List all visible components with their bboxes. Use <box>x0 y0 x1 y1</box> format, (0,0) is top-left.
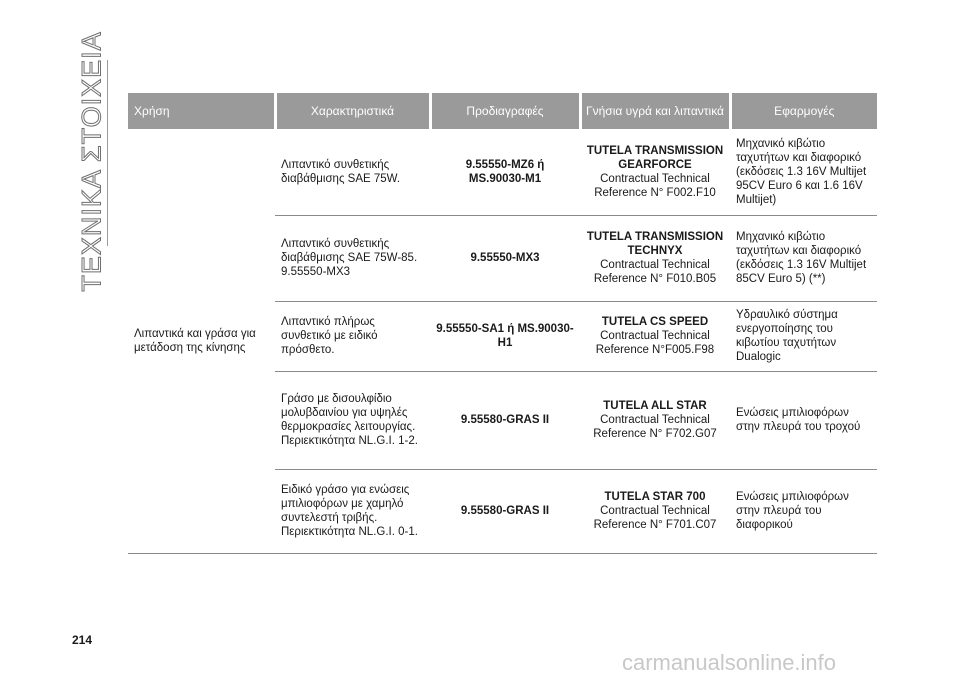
fluid-reference: Contractual Technical Reference N° F002.F10 <box>594 172 716 199</box>
application-cell: Ενώσεις μπιλιοφόρων στην πλευρά του τροχού <box>730 371 877 469</box>
header-usage: Χρήση <box>128 93 275 129</box>
characteristics-cell: Λιπαντικό πλήρως συνθετικό με ειδικό πρόσθετο. <box>275 301 430 371</box>
fluid-name: TUTELA TRANSMISSION TECHNYX <box>586 231 724 257</box>
application-cell: Ενώσεις μπιλιοφόρων στην πλευρά του διαφορικού <box>730 469 877 553</box>
fluid-reference: Contractual Technical Reference N° F701.C07 <box>593 505 717 531</box>
specification-cell: 9.55550-SA1 ή MS.90030-H1 <box>430 301 580 371</box>
lubricants-table <box>128 93 877 554</box>
header-characteristics: Χαρακτηριστικά <box>275 93 430 129</box>
header-specifications: Προδιαγραφές <box>430 93 580 129</box>
application-cell: Μηχανικό κιβώτιο ταχυτήτων και διαφορικό (εκδόσεις 1.3 16V Multijet 85CV Euro 5) (**) <box>730 215 877 301</box>
fluid-name: TUTELA TRANSMISSION GEARFORCE <box>586 144 724 171</box>
table-row <box>128 129 877 215</box>
header-fluids: Γνήσια υγρά και λιπαντικά <box>580 93 730 129</box>
fluid-name: TUTELA CS SPEED <box>601 316 709 328</box>
specification-cell: 9.55580-GRAS II <box>430 469 580 553</box>
page-number: 214 <box>72 633 93 647</box>
fluid-reference: Contractual Technical Reference N° F010.B05 <box>593 259 717 285</box>
specification-cell: 9.55580-GRAS II <box>430 371 580 469</box>
fluid-cell <box>580 371 730 469</box>
fluid-cell <box>580 215 730 301</box>
fluid-cell <box>580 301 730 371</box>
fluid-reference: Contractual Technical Reference N° F702.G07 <box>593 414 717 440</box>
watermark: carmanualsonline.info <box>622 650 837 675</box>
fluid-reference: Contractual Technical Reference N°F005.F98 <box>595 330 715 356</box>
header-applications: Εφαρμογές <box>730 93 877 129</box>
characteristics-cell: Λιπαντικό συνθετικής διαβάθμισης SAE 75W-85. 9.55550-MX3 <box>275 215 430 301</box>
fluid-name: TUTELA ALL STAR <box>603 400 707 412</box>
table-header-row <box>128 93 877 129</box>
section-title-text: ΤΕΧΝΙΚΑ ΣΤΟΙΧΕΙΑ <box>76 31 107 292</box>
application-cell: Μηχανικό κιβώτιο ταχυτήτων και διαφορικό (εκδόσεις 1.3 16V Multijet 95CV Euro 6 και 1.6 16V Multijet) <box>730 129 877 215</box>
section-title <box>62 31 122 292</box>
section-divider <box>107 60 108 246</box>
fluid-name: TUTELA STAR 700 <box>604 491 706 503</box>
usage-cell: Λιπαντικά και γράσα για μετάδοση της κίνησης <box>128 129 275 553</box>
specification-cell: 9.55550-MX3 <box>430 215 580 301</box>
characteristics-cell: Γράσο με δισουλφίδιο μολυβδαινίου για υψηλές θερμοκρασίες λειτουργίας. Περιεκτικότητα NL.G.I. 1-2. <box>275 371 430 469</box>
specification-cell: 9.55550-MZ6 ή MS.90030-M1 <box>430 129 580 215</box>
fluid-cell <box>580 469 730 553</box>
fluid-cell <box>580 129 730 215</box>
application-cell: Υδραυλικό σύστημα ενεργοποίησης του κιβωτίου ταχυτήτων Dualogic <box>730 301 877 371</box>
characteristics-cell: Λιπαντικό συνθετικής διαβάθμισης SAE 75W. <box>275 129 430 215</box>
characteristics-cell: Ειδικό γράσο για ενώσεις μπιλιοφόρων με χαμηλό συντελεστή τριβής. Περιεκτικότητα NL.G.I. 0-1. <box>275 469 430 553</box>
